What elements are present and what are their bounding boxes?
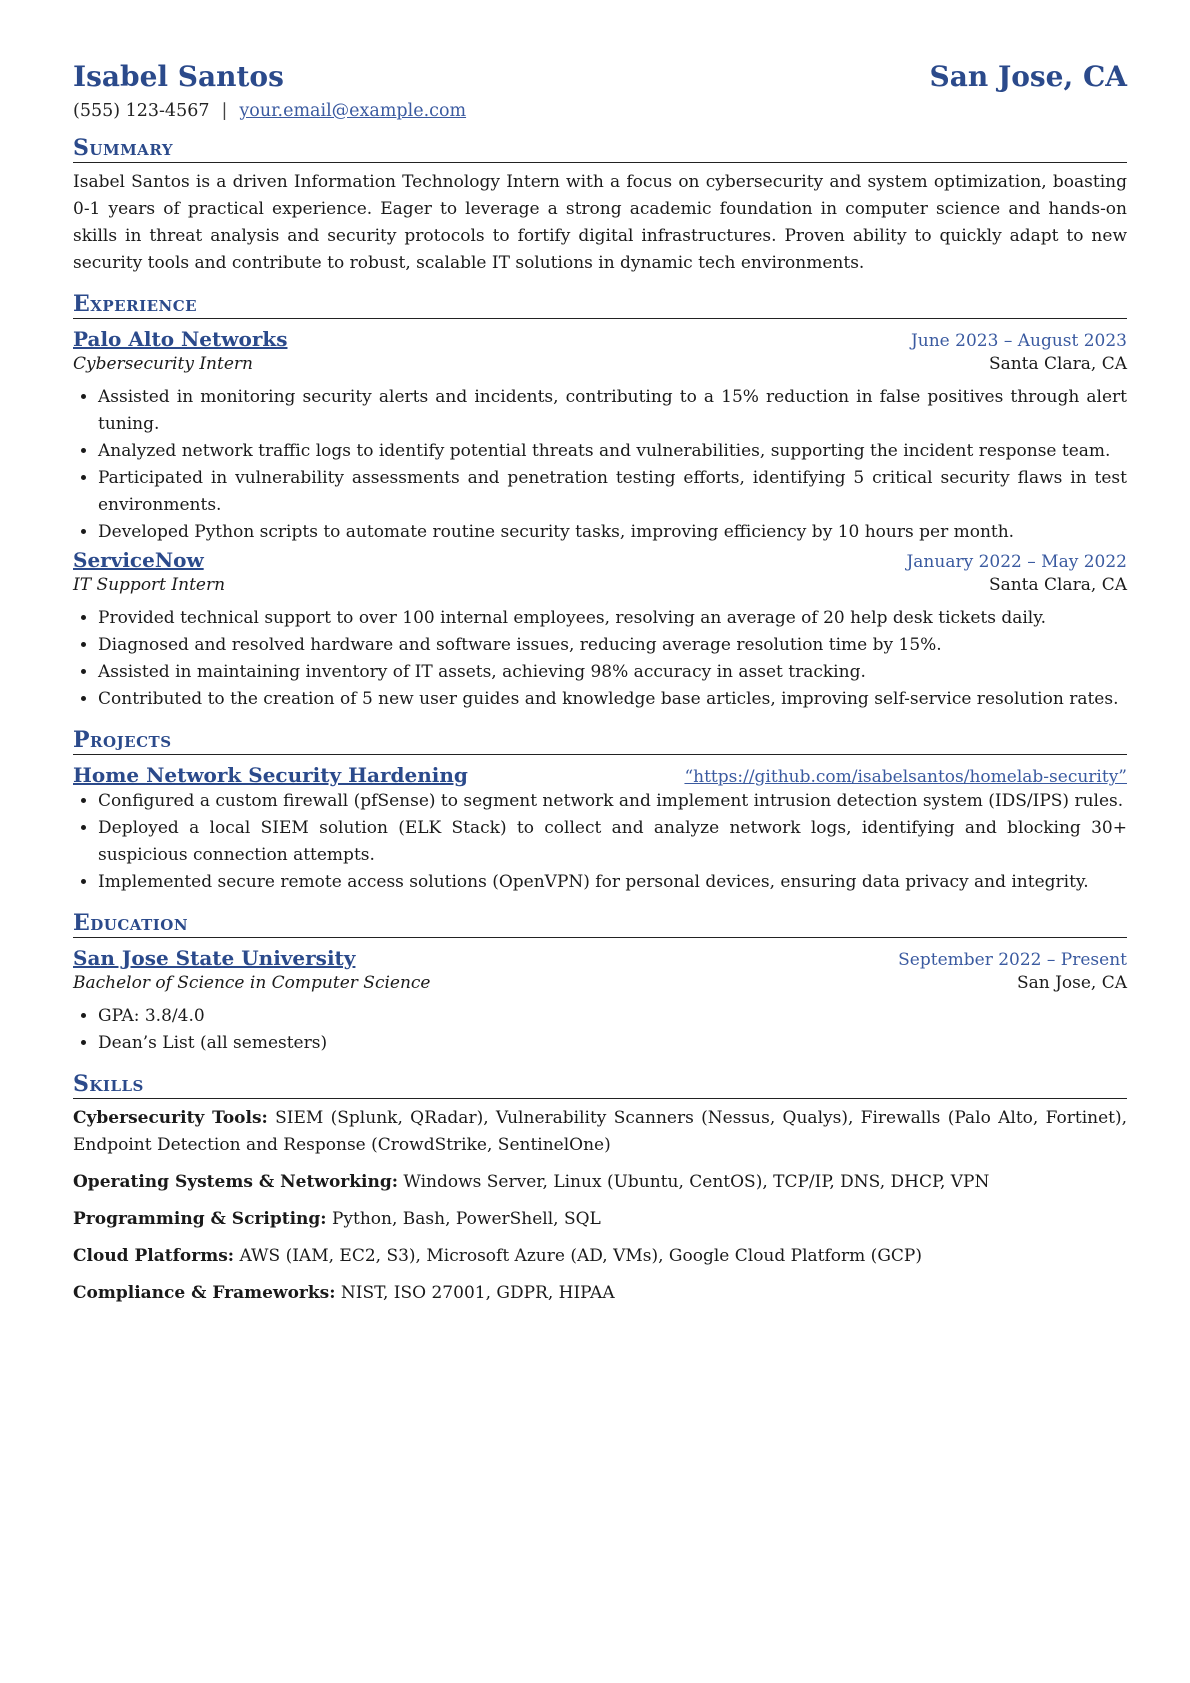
contact-line	[73, 101, 1127, 121]
resume-header	[73, 60, 1127, 93]
bullet-item: • Deployed a local SIEM solution (ELK Stack) to collect and analyze network logs, identifying and blocking 30+ suspicious connection attempts.	[98, 815, 1127, 869]
job-role: Cybersecurity Intern	[73, 354, 253, 374]
company-link[interactable]: Palo Alto Networks	[73, 327, 288, 351]
education-dates: September 2022 – Present	[898, 950, 1127, 970]
school-link[interactable]: San Jose State University	[73, 946, 356, 970]
bullet-item: • Provided technical support to over 100 internal employees, resolving an average of 20 help desk tickets daily.	[98, 605, 1127, 632]
skill-value: Windows Server, Linux (Ubuntu, CentOS), TCP/IP, DNS, DHCP, VPN	[403, 1172, 990, 1192]
skill-line	[73, 1169, 1127, 1196]
resume-page	[73, 60, 1127, 1307]
skill-line	[73, 1105, 1127, 1159]
skill-label: Programming & Scripting:	[73, 1209, 327, 1229]
school-location: San Jose, CA	[1016, 973, 1127, 993]
bullet-item: • Analyzed network traffic logs to identify potential threats and vulnerabilities, supporting the incident response team.	[98, 438, 1127, 465]
section-title-education: Education	[73, 910, 1127, 938]
job-location: Santa Clara, CA	[988, 354, 1127, 374]
job-bullets	[73, 384, 1127, 546]
skill-label: Operating Systems & Networking:	[73, 1172, 398, 1192]
education-bullets	[73, 1003, 1127, 1057]
bullet-item: • Contributed to the creation of 5 new user guides and knowledge base articles, improving self-service resolution rates.	[98, 686, 1127, 713]
section-title-skills: Skills	[73, 1071, 1127, 1099]
bullet-item: • Configured a custom firewall (pfSense) to segment network and implement intrusion detection system (IDS/IPS) rules.	[98, 788, 1127, 815]
skill-line	[73, 1280, 1127, 1307]
project-entry	[73, 763, 1127, 896]
degree: Bachelor of Science in Computer Science	[73, 973, 431, 993]
skill-label: Compliance & Frameworks:	[73, 1283, 336, 1303]
job-role: IT Support Intern	[73, 575, 226, 595]
experience-entry	[73, 327, 1127, 546]
bullet-item: • Diagnosed and resolved hardware and software issues, reducing average resolution time by 15%.	[98, 632, 1127, 659]
contact-separator: |	[221, 101, 228, 121]
project-bullets	[73, 788, 1127, 896]
job-location: Santa Clara, CA	[988, 575, 1127, 595]
job-bullets	[73, 605, 1127, 713]
experience-entry	[73, 548, 1127, 713]
bullet-item: • Assisted in maintaining inventory of IT assets, achieving 98% accuracy in asset tracking.	[98, 659, 1127, 686]
phone-number: (555) 123-4567	[73, 101, 210, 121]
bullet-item: • Participated in vulnerability assessments and penetration testing efforts, identifying 5 critical security flaws in test environments.	[98, 465, 1127, 519]
bullet-item: • Assisted in monitoring security alerts and incidents, contributing to a 15% reduction in false positives through alert tuning.	[98, 384, 1127, 438]
summary-text: Isabel Santos is a driven Information Technology Intern with a focus on cybersecurity and system optimization, boasting 0-1 years of practical experience. Eager to leverage a strong academic foundation in computer science and hands-on skills in threat analysis and security protocols to fortify digital infrastructures. Proven ability to quickly adapt to new security tools and contribute to robust, scalable IT solutions in dynamic tech environments.	[73, 172, 1127, 273]
job-dates: June 2023 – August 2023	[910, 331, 1127, 351]
skill-value: NIST, ISO 27001, GDPR, HIPAA	[340, 1283, 615, 1303]
candidate-name: Isabel Santos	[73, 60, 284, 93]
section-title-experience: Experience	[73, 291, 1127, 319]
project-name-link[interactable]: Home Network Security Hardening	[73, 763, 468, 787]
skill-label: Cybersecurity Tools:	[73, 1108, 268, 1128]
job-dates: January 2022 – May 2022	[906, 552, 1127, 572]
company-link[interactable]: ServiceNow	[73, 548, 204, 572]
skill-value: Python, Bash, PowerShell, SQL	[331, 1209, 601, 1229]
project-url-link[interactable]: “https://github.com/isabelsantos/homelab-security”	[684, 767, 1127, 787]
email-link[interactable]: your.email@example.com	[239, 101, 467, 121]
skill-line	[73, 1243, 1127, 1270]
bullet-item: • Developed Python scripts to automate routine security tasks, improving efficiency by 10 hours per month.	[98, 519, 1127, 546]
skill-label: Cloud Platforms:	[73, 1246, 235, 1266]
section-title-projects: Projects	[73, 727, 1127, 755]
bullet-item: • GPA: 3.8/4.0	[98, 1003, 1127, 1030]
education-entry	[73, 946, 1127, 1057]
candidate-location: San Jose, CA	[929, 60, 1127, 93]
bullet-item: • Dean’s List (all semesters)	[98, 1030, 1127, 1057]
section-title-summary: Summary	[73, 135, 1127, 163]
skill-value: AWS (IAM, EC2, S3), Microsoft Azure (AD, VMs), Google Cloud Platform (GCP)	[239, 1246, 922, 1266]
bullet-item: • Implemented secure remote access solutions (OpenVPN) for personal devices, ensuring data privacy and integrity.	[98, 869, 1127, 896]
skills-list	[73, 1105, 1127, 1307]
skill-value: SIEM (Splunk, QRadar), Vulnerability Scanners (Nessus, Qualys), Firewalls (Palo Alto, Fortinet), Endpoint Detection and Response (CrowdStrike, SentinelOne)	[73, 1108, 1128, 1155]
skill-line	[73, 1206, 1127, 1233]
